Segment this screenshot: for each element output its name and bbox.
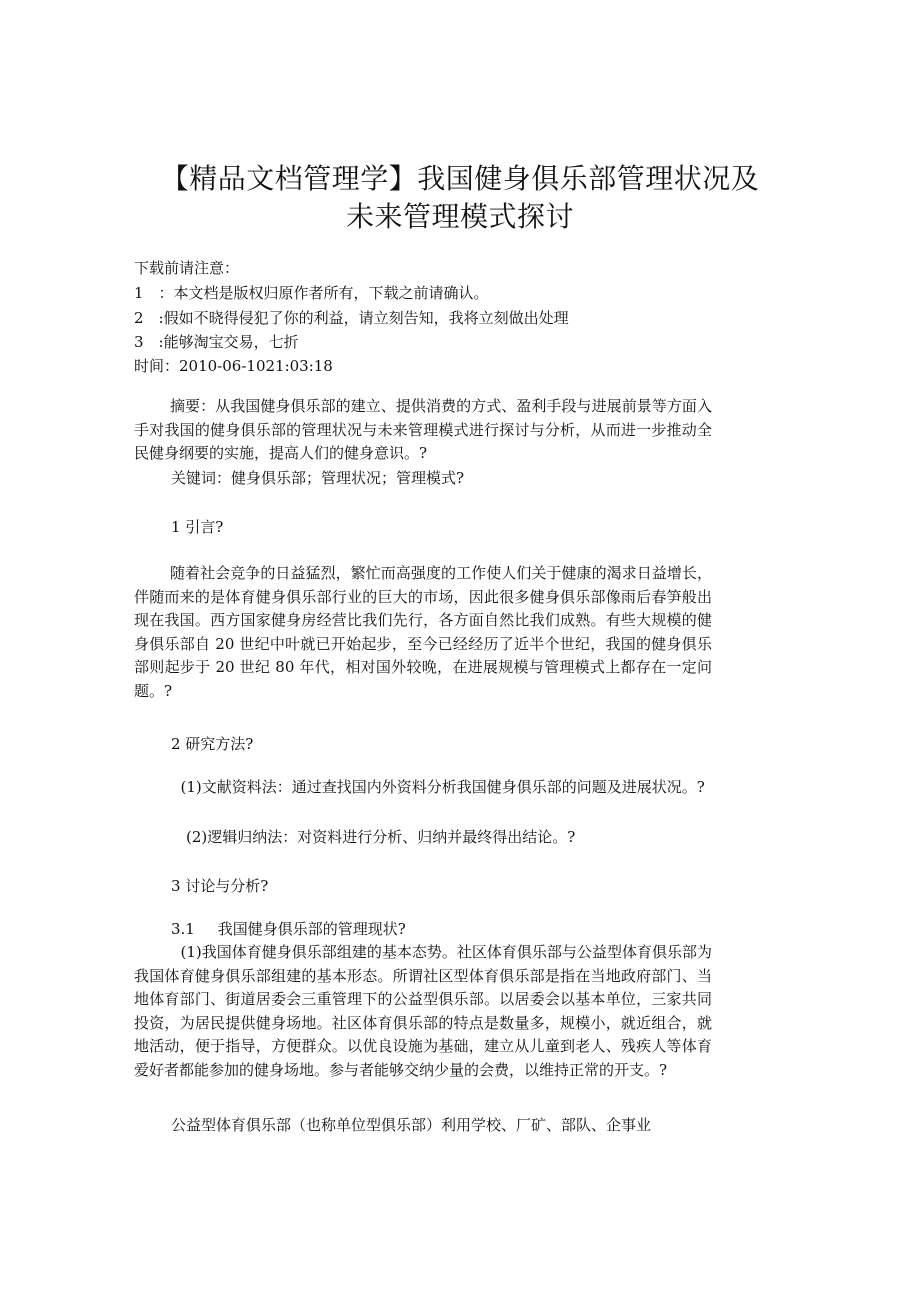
method-1-paragraph: (1)文献资料法：通过查找国内外资料分析我国健身俱乐部的问题及进展状况。? xyxy=(180,778,705,796)
subsection-title: 我国健身俱乐部的管理现状? xyxy=(217,920,406,938)
document-title-line-1: 【精品文档管理学】我国健身俱乐部管理状况及 xyxy=(160,162,760,195)
section-1-heading: 1 引言? xyxy=(171,518,224,536)
section-3-1-paragraph-2: 公益型体育俱乐部（也称单位型俱乐部）利用学校、厂矿、部队、企事业 xyxy=(171,1116,652,1134)
notice-time: 时间：2010-06-1021:03:18 xyxy=(134,357,333,375)
abstract-paragraph: 摘要：从我国健身俱乐部的建立、提供消费的方式、盈利手段与进展前景等方面入手对我国的健身俱乐部的管理状况与未来管理模式进行探讨与分析，从而进一步推动全民健身纲要的实施，提高人们的健身意识。? xyxy=(134,397,712,462)
section-3-heading: 3 讨论与分析? xyxy=(171,877,269,895)
notice-item-3: 3 :能够淘宝交易，七折 xyxy=(134,333,299,351)
document-title-line-2: 未来管理模式探讨 xyxy=(345,200,574,233)
section-1-paragraph: 随着社会竞争的日益猛烈，繁忙而高强度的工作使人们关于健康的渴求日益增长，伴随而来的是体育健身俱乐部行业的巨大的市场，因此很多健身俱乐部像雨后春笋般出现在我国。西方国家健身房经营比我们先行，各方面自然比我们成熟。有些大规模的健身俱乐部自 20 世纪中叶就已开始起步，至今已经经历了近半个世纪，我国的健身俱乐部则起步于 20 世纪 80 年代，相对国外较晚，在进展规模与管理模式上都存在一定问题。? xyxy=(134,564,712,700)
section-3-1-paragraph-1: (1)我国体育健身俱乐部组建的基本态势。社区体育俱乐部与公益型体育俱乐部为我国体育健身俱乐部组建的基本形态。所谓社区型体育俱乐部是指在当地政府部门、当地体育部门、街道居委会三重管理下的公益型俱乐部。以居委会以基本单位，三家共同投资，为居民提供健身场地。社区体育俱乐部的特点是数量多，规模小，就近组合，就地活动，便于指导，方便群众。以优良设施为基础，建立从儿童到老人、残疾人等体育爱好者都能参加的健身场地。参与者能够交纳少量的会费，以维持正常的开支。? xyxy=(134,943,712,1079)
method-2-line: (2)逻辑归纳法：对资料进行分析、归纳并最终得出结论。? xyxy=(186,828,576,846)
notice-item-1: 1 ：本文档是版权归原作者所有，下载之前请确认。 xyxy=(134,284,489,302)
notice-header: 下载前请注意： xyxy=(134,259,240,277)
notice-item-2: 2 :假如不晓得侵犯了你的利益，请立刻告知，我将立刻做出处理 xyxy=(134,309,569,327)
section-2-heading: 2 研究方法? xyxy=(171,735,254,753)
keywords-line: 关键词：健身俱乐部；管理状况；管理模式? xyxy=(171,469,465,487)
subsection-3-1-heading xyxy=(171,919,406,939)
subsection-number: 3.1 xyxy=(171,920,195,938)
